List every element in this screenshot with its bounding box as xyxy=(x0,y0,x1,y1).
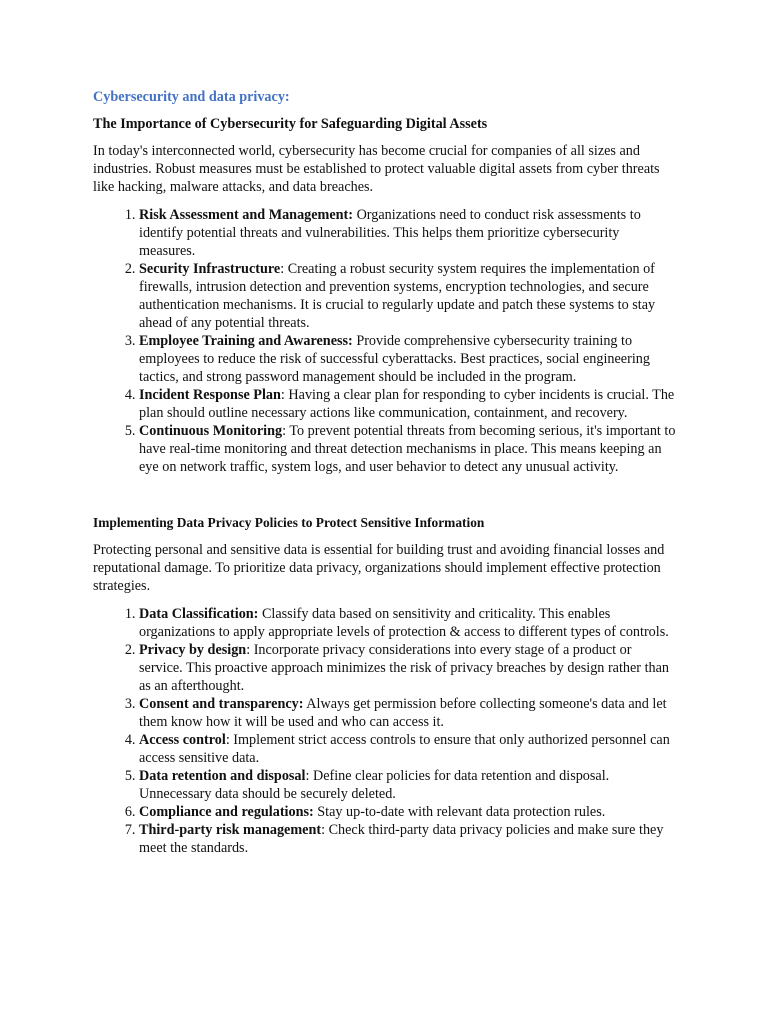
section-spacer xyxy=(93,476,676,514)
list-item-term: Continuous Monitoring xyxy=(139,423,283,439)
list-item-text: Always get permission before collecting someone's data and let them know how it will be used and who can access it. xyxy=(139,696,667,730)
list-item xyxy=(139,767,676,803)
list-item xyxy=(139,206,676,260)
list-item-text: : Check third-party data privacy policies and make sure they meet the standards. xyxy=(139,822,664,856)
section-intro-cybersecurity: In today's interconnected world, cybersecurity has become crucial for companies of all sizes and industries. Robust measures must be established to protect valuable digital assets from cyber threats like hacking, malware attacks, and data breaches. xyxy=(93,143,660,195)
list-item-text: : Having a clear plan for responding to cyber incidents is crucial. The plan should outline necessary actions like communication, containment, and recovery. xyxy=(139,387,675,421)
list-item-term: Third-party risk management xyxy=(139,822,322,838)
list-item xyxy=(139,803,676,821)
list-item-term: Security Infrastructure xyxy=(139,261,281,277)
list-item-text: Organizations need to conduct risk assessments to identify potential threats and vulnerabilities. This helps them prioritize cybersecurity measures. xyxy=(139,207,641,259)
list-item-text: : Creating a robust security system requires the implementation of firewalls, intrusion detection and prevention systems, encryption technologies, and secure authentication mechanisms. It is crucial to regularly update and patch these systems to stay ahead of any potential threats. xyxy=(139,261,656,331)
list-item xyxy=(139,605,676,641)
section-heading-cybersecurity: The Importance of Cybersecurity for Safeguarding Digital Assets xyxy=(93,116,488,132)
list-item-text: : Define clear policies for data retention and disposal. Unnecessary data should be securely deleted. xyxy=(139,768,610,802)
list-item-term: Employee Training and Awareness: xyxy=(139,333,353,349)
list-item xyxy=(139,260,676,332)
list-item-term: Data retention and disposal xyxy=(139,768,306,784)
section-heading-data-privacy: Implementing Data Privacy Policies to Protect Sensitive Information xyxy=(93,515,485,530)
section-intro-data-privacy: Protecting personal and sensitive data is essential for building trust and avoiding financial losses and reputational damage. To prioritize data privacy, organizations should implement effective protection strategies. xyxy=(93,542,665,594)
list-item xyxy=(139,332,676,386)
list-item-text: Classify data based on sensitivity and criticality. This enables organizations to apply appropriate levels of protection & access to different types of controls. xyxy=(139,606,669,640)
list-item-text: : Incorporate privacy considerations into every stage of a product or service. This proactive approach minimizes the risk of privacy breaches by design rather than as an afterthought. xyxy=(139,642,670,694)
list-item xyxy=(139,422,676,476)
list-item-term: Incident Response Plan xyxy=(139,387,281,403)
list-item-term: Access control xyxy=(139,732,226,748)
list-item xyxy=(139,695,676,731)
list-item xyxy=(139,386,676,422)
data-privacy-list xyxy=(93,605,676,857)
list-item-term: Risk Assessment and Management: xyxy=(139,207,354,223)
document-title: Cybersecurity and data privacy: xyxy=(93,89,290,105)
list-item-term: Data Classification: xyxy=(139,606,259,622)
section-cybersecurity xyxy=(93,115,676,476)
list-item xyxy=(139,821,676,857)
list-item xyxy=(139,641,676,695)
list-item-term: Compliance and regulations: xyxy=(139,804,314,820)
list-item-text: Stay up-to-date with relevant data protection rules. xyxy=(313,804,606,820)
section-data-privacy xyxy=(93,514,676,857)
list-item-text: : To prevent potential threats from becoming serious, it's important to have real-time monitoring and threat detection mechanisms in place. This means keeping an eye on network traffic, system logs, and user behavior to detect any unusual activity. xyxy=(139,423,676,475)
list-item-term: Privacy by design xyxy=(139,642,247,658)
cybersecurity-list xyxy=(93,206,676,476)
list-item-text: Provide comprehensive cybersecurity training to employees to reduce the risk of successful cyberattacks. Best practices, social engineering tactics, and strong password management should be included in the program. xyxy=(139,333,650,385)
list-item xyxy=(139,731,676,767)
list-item-text: : Implement strict access controls to ensure that only authorized personnel can access sensitive data. xyxy=(139,732,670,766)
list-item-term: Consent and transparency: xyxy=(139,696,304,712)
